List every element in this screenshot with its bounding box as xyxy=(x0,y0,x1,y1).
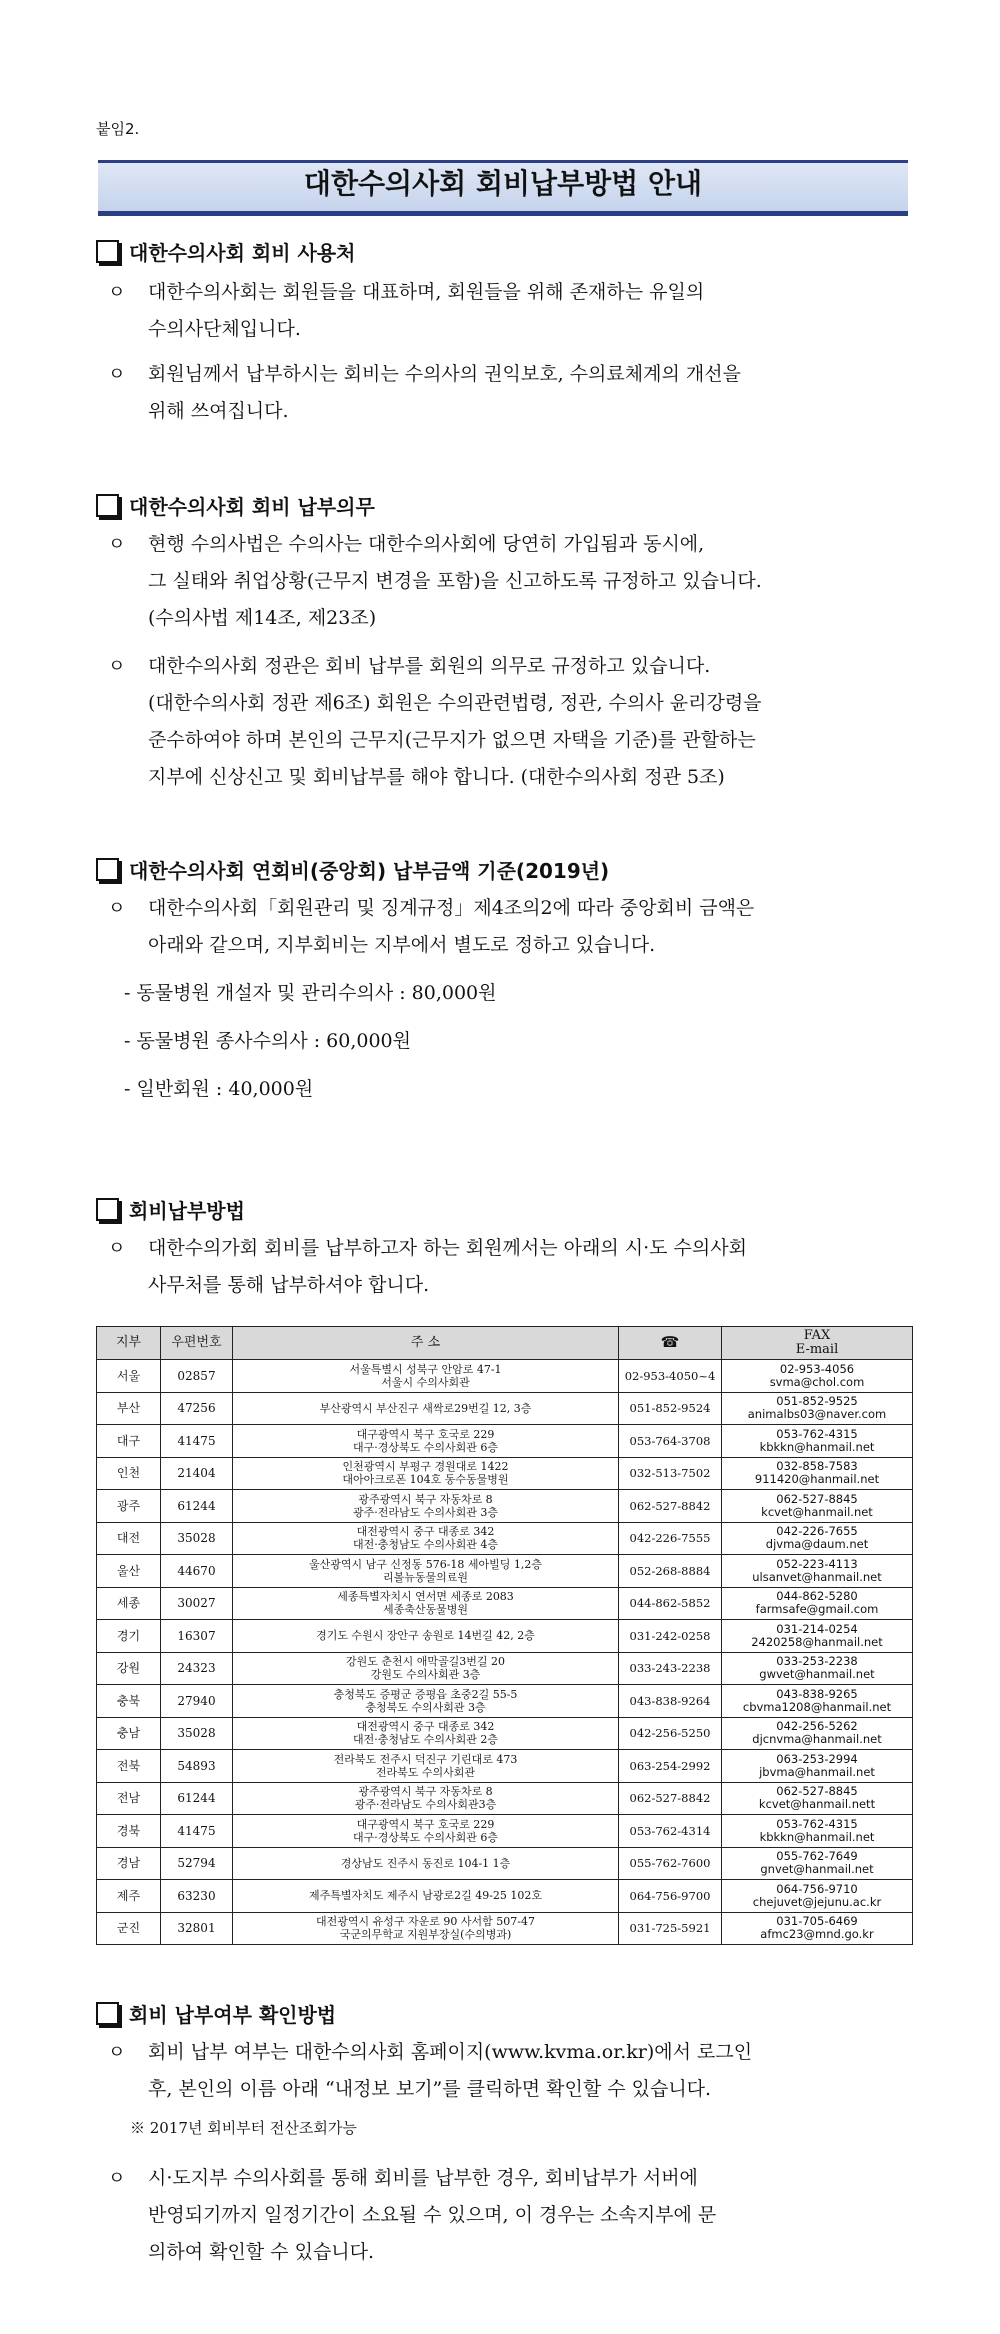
cell-branch: 전남 xyxy=(97,1782,161,1815)
branch-directory-table xyxy=(96,1326,913,1945)
duty-item-1 xyxy=(108,526,928,637)
cell-zip: 52794 xyxy=(161,1847,233,1880)
usage-item-2-line-2: 위해 쓰여집니다. xyxy=(148,400,289,422)
cell-fax-email: 062-527-8845 kcvet@hanmail.nett xyxy=(722,1782,913,1815)
cell-branch: 대전 xyxy=(97,1522,161,1555)
method-item-1 xyxy=(108,1230,928,1304)
cell-branch: 군진 xyxy=(97,1912,161,1945)
method-item-1-line-2: 사무처를 통해 납부하셔야 합니다. xyxy=(148,1274,430,1296)
cell-zip: 27940 xyxy=(161,1685,233,1718)
cell-phone: 042-226-7555 xyxy=(619,1522,722,1555)
table-row xyxy=(97,1717,913,1750)
cell-branch: 강원 xyxy=(97,1652,161,1685)
cell-branch: 대구 xyxy=(97,1425,161,1458)
cell-zip: 35028 xyxy=(161,1522,233,1555)
table-row xyxy=(97,1360,913,1393)
usage-item-2-line-1: 회원님께서 납부하시는 회비는 수의사의 권익보호, 수의료체계의 개선을 xyxy=(148,363,741,385)
fee-general: - 일반회원 : 40,000원 xyxy=(124,1078,314,1100)
duty-item-2-line-2: (대한수의사회 정관 제6조) 회원은 수의관련법령, 정관, 수의사 윤리강령을 xyxy=(148,692,762,714)
cell-address: 광주광역시 북구 자동차로 8 광주·전라남도 수의사회관 3층 xyxy=(233,1490,619,1523)
table-row xyxy=(97,1782,913,1815)
circle-bullet-icon: ㅇ xyxy=(108,898,126,919)
cell-address: 부산광역시 부산진구 새싹로29번길 12, 3층 xyxy=(233,1392,619,1425)
cell-fax-email: 053-762-4315 kbkkn@hanmail.net xyxy=(722,1815,913,1848)
check-item-1 xyxy=(108,2034,928,2108)
cell-phone: 031-725-5921 xyxy=(619,1912,722,1945)
cell-zip: 35028 xyxy=(161,1717,233,1750)
table-row xyxy=(97,1880,913,1913)
cell-address: 경상남도 진주시 동진로 104-1 1층 xyxy=(233,1847,619,1880)
circle-bullet-icon: ㅇ xyxy=(108,2042,126,2063)
cell-zip: 47256 xyxy=(161,1392,233,1425)
fee-employee: - 동물병원 종사수의사 : 60,000원 xyxy=(124,1030,412,1052)
cell-address: 대구광역시 북구 호국로 229 대구·경상북도 수의사회관 6층 xyxy=(233,1815,619,1848)
cell-phone: 031-242-0258 xyxy=(619,1620,722,1653)
usage-item-1-line-1: 대한수의사회는 회원들을 대표하며, 회원들을 위해 존재하는 유일의 xyxy=(148,281,705,303)
cell-phone: 044-862-5852 xyxy=(619,1587,722,1620)
section-heading-check: 회비 납부여부 확인방법 xyxy=(96,2000,336,2030)
cell-phone: 033-243-2238 xyxy=(619,1652,722,1685)
duty-item-2-line-4: 지부에 신상신고 및 회비납부를 해야 합니다. (대한수의사회 정관 5조) xyxy=(148,766,725,788)
cell-phone: 02-953-4050~4 xyxy=(619,1360,722,1393)
circle-bullet-icon: ㅇ xyxy=(108,2168,126,2189)
table-row xyxy=(97,1652,913,1685)
table-row xyxy=(97,1750,913,1783)
cell-phone: 053-764-3708 xyxy=(619,1425,722,1458)
cell-address: 대구광역시 북구 호국로 229 대구·경상북도 수의사회관 6층 xyxy=(233,1425,619,1458)
cell-fax-email: 064-756-9710 chejuvet@jejunu.ac.kr xyxy=(722,1880,913,1913)
checkbox-square-icon xyxy=(96,240,119,263)
cell-branch: 전북 xyxy=(97,1750,161,1783)
amount-item-1 xyxy=(108,890,928,964)
check-item-2 xyxy=(108,2160,928,2271)
cell-fax-email: 033-253-2238 gwvet@hanmail.net xyxy=(722,1652,913,1685)
cell-phone: 043-838-9264 xyxy=(619,1685,722,1718)
cell-fax-email: 063-253-2994 jbvma@hanmail.net xyxy=(722,1750,913,1783)
checkbox-square-icon xyxy=(96,1198,119,1221)
cell-zip: 44670 xyxy=(161,1555,233,1588)
table-row xyxy=(97,1490,913,1523)
cell-address: 서울특별시 성북구 안암로 47-1 서울시 수의사회관 xyxy=(233,1360,619,1393)
cell-fax-email: 031-214-0254 2420258@hanmail.net xyxy=(722,1620,913,1653)
header-phone xyxy=(619,1327,722,1360)
usage-item-1 xyxy=(108,274,928,348)
cell-address: 광주광역시 북구 자동차로 8 광주·전라남도 수의사회관3층 xyxy=(233,1782,619,1815)
table-row xyxy=(97,1847,913,1880)
header-address: 주 소 xyxy=(233,1327,619,1360)
cell-zip: 41475 xyxy=(161,1815,233,1848)
attachment-label: 붙임2. xyxy=(96,120,140,138)
cell-zip: 63230 xyxy=(161,1880,233,1913)
title-underline xyxy=(98,214,908,216)
cell-branch: 제주 xyxy=(97,1880,161,1913)
usage-item-1-line-2: 수의사단체입니다. xyxy=(148,318,301,340)
cell-fax-email: 02-953-4056 svma@chol.com xyxy=(722,1360,913,1393)
section-heading-amount: 대한수의사회 연회비(중앙회) 납부금액 기준(2019년) xyxy=(96,856,609,886)
method-item-1-line-1: 대한수의가회 회비를 납부하고자 하는 회원께서는 아래의 시·도 수의사회 xyxy=(148,1237,747,1259)
cell-branch: 충북 xyxy=(97,1685,161,1718)
cell-address: 충청북도 증평군 증평읍 초중2길 55-5 충청북도 수의사회관 3층 xyxy=(233,1685,619,1718)
cell-phone: 062-527-8842 xyxy=(619,1490,722,1523)
cell-zip: 54893 xyxy=(161,1750,233,1783)
checkbox-square-icon xyxy=(96,494,119,517)
table-row xyxy=(97,1685,913,1718)
cell-address: 강원도 춘천시 애막골길3번길 20 강원도 수의사회관 3층 xyxy=(233,1652,619,1685)
cell-phone: 063-254-2992 xyxy=(619,1750,722,1783)
cell-fax-email: 062-527-8845 kcvet@hanmail.net xyxy=(722,1490,913,1523)
check-note: ※ 2017년 회비부터 전산조회가능 xyxy=(130,2119,357,2137)
cell-branch: 인천 xyxy=(97,1457,161,1490)
cell-zip: 30027 xyxy=(161,1587,233,1620)
fee-owner: - 동물병원 개설자 및 관리수의사 : 80,000원 xyxy=(124,982,497,1004)
table-row xyxy=(97,1620,913,1653)
duty-item-1-line-2: 그 실태와 취업상황(근무지 변경을 포함)을 신고하도록 규정하고 있습니다. xyxy=(148,570,762,592)
cell-branch: 세종 xyxy=(97,1587,161,1620)
circle-bullet-icon: ㅇ xyxy=(108,1238,126,1259)
circle-bullet-icon: ㅇ xyxy=(108,282,126,303)
check-item-1-line-1: 회비 납부 여부는 대한수의사회 홈페이지(www.kvma.or.kr)에서 로그인 xyxy=(148,2041,753,2063)
cell-address: 대전광역시 중구 대종로 342 대전·충청남도 수의사회관 2층 xyxy=(233,1717,619,1750)
cell-zip: 32801 xyxy=(161,1912,233,1945)
check-item-2-line-3: 의하여 확인할 수 있습니다. xyxy=(148,2241,375,2263)
cell-fax-email: 055-762-7649 gnvet@hanmail.net xyxy=(722,1847,913,1880)
cell-zip: 02857 xyxy=(161,1360,233,1393)
cell-phone: 042-256-5250 xyxy=(619,1717,722,1750)
table-row xyxy=(97,1457,913,1490)
checkbox-square-icon xyxy=(96,858,119,881)
cell-address: 제주특별자치도 제주시 남광로2길 49-25 102호 xyxy=(233,1880,619,1913)
cell-zip: 24323 xyxy=(161,1652,233,1685)
cell-branch: 서울 xyxy=(97,1360,161,1393)
cell-phone: 051-852-9524 xyxy=(619,1392,722,1425)
usage-item-2 xyxy=(108,356,928,430)
cell-fax-email: 042-226-7655 djvma@daum.net xyxy=(722,1522,913,1555)
table-body xyxy=(97,1360,913,1945)
telephone-icon: ☎ xyxy=(660,1333,680,1351)
cell-branch: 경남 xyxy=(97,1847,161,1880)
cell-fax-email: 044-862-5280 farmsafe@gmail.com xyxy=(722,1587,913,1620)
table-row xyxy=(97,1425,913,1458)
check-item-2-line-2: 반영되기까지 일정기간이 소요될 수 있으며, 이 경우는 소속지부에 문 xyxy=(148,2204,717,2226)
checkbox-square-icon xyxy=(96,2002,119,2025)
cell-zip: 61244 xyxy=(161,1782,233,1815)
table-row xyxy=(97,1392,913,1425)
table-header-row xyxy=(97,1327,913,1360)
amount-item-1-line-1: 대한수의사회「회원관리 및 징계규정」제4조의2에 따라 중앙회비 금액은 xyxy=(148,897,755,919)
table-row xyxy=(97,1555,913,1588)
cell-fax-email: 052-223-4113 ulsanvet@hanmail.net xyxy=(722,1555,913,1588)
table-row xyxy=(97,1522,913,1555)
header-zip: 우편번호 xyxy=(161,1327,233,1360)
duty-item-2-line-1: 대한수의사회 정관은 회비 납부를 회원의 의무로 규정하고 있습니다. xyxy=(148,655,711,677)
circle-bullet-icon: ㅇ xyxy=(108,656,126,677)
cell-phone: 064-756-9700 xyxy=(619,1880,722,1913)
circle-bullet-icon: ㅇ xyxy=(108,364,126,385)
check-item-1-line-2: 후, 본인의 이름 아래 “내정보 보기”를 클릭하면 확인할 수 있습니다. xyxy=(148,2078,712,2100)
cell-address: 세종특별자치시 연서면 세종로 2083 세종축산동물병원 xyxy=(233,1587,619,1620)
amount-item-1-line-2: 아래와 같으며, 지부회비는 지부에서 별도로 정하고 있습니다. xyxy=(148,934,656,956)
cell-branch: 부산 xyxy=(97,1392,161,1425)
cell-phone: 032-513-7502 xyxy=(619,1457,722,1490)
cell-branch: 충남 xyxy=(97,1717,161,1750)
cell-zip: 16307 xyxy=(161,1620,233,1653)
cell-phone: 052-268-8884 xyxy=(619,1555,722,1588)
cell-fax-email: 051-852-9525 animalbs03@naver.com xyxy=(722,1392,913,1425)
cell-address: 경기도 수원시 장안구 송원로 14번길 42, 2층 xyxy=(233,1620,619,1653)
cell-zip: 21404 xyxy=(161,1457,233,1490)
header-branch: 지부 xyxy=(97,1327,161,1360)
cell-zip: 41475 xyxy=(161,1425,233,1458)
cell-phone: 062-527-8842 xyxy=(619,1782,722,1815)
cell-fax-email: 032-858-7583 911420@hanmail.net xyxy=(722,1457,913,1490)
cell-phone: 053-762-4314 xyxy=(619,1815,722,1848)
cell-address: 울산광역시 남구 신정동 576-18 세아빌딩 1,2층 리볼뉴동물의료원 xyxy=(233,1555,619,1588)
duty-item-1-line-3: (수의사법 제14조, 제23조) xyxy=(148,607,377,629)
table-row xyxy=(97,1587,913,1620)
header-fax-email: FAX E-mail xyxy=(722,1327,913,1360)
cell-fax-email: 042-256-5262 djcnvma@hanmail.net xyxy=(722,1717,913,1750)
title-banner xyxy=(98,160,908,218)
circle-bullet-icon: ㅇ xyxy=(108,534,126,555)
cell-branch: 광주 xyxy=(97,1490,161,1523)
cell-fax-email: 053-762-4315 kbkkn@hanmail.net xyxy=(722,1425,913,1458)
cell-branch: 경북 xyxy=(97,1815,161,1848)
cell-fax-email: 031-705-6469 afmc23@mnd.go.kr xyxy=(722,1912,913,1945)
section-heading-method: 회비납부방법 xyxy=(96,1196,245,1226)
cell-zip: 61244 xyxy=(161,1490,233,1523)
cell-address: 대전광역시 중구 대종로 342 대전·충청남도 수의사회관 4층 xyxy=(233,1522,619,1555)
cell-branch: 경기 xyxy=(97,1620,161,1653)
section-heading-duty: 대한수의사회 회비 납부의무 xyxy=(96,492,375,522)
cell-fax-email: 043-838-9265 cbvma1208@hanmail.net xyxy=(722,1685,913,1718)
cell-phone: 055-762-7600 xyxy=(619,1847,722,1880)
cell-address: 전라북도 전주시 덕진구 기린대로 473 전라북도 수의사회관 xyxy=(233,1750,619,1783)
cell-address: 인천광역시 부평구 경원대로 1422 대아아크로폰 104호 동수동물병원 xyxy=(233,1457,619,1490)
table-row xyxy=(97,1912,913,1945)
check-item-2-line-1: 시·도지부 수의사회를 통해 회비를 납부한 경우, 회비납부가 서버에 xyxy=(148,2167,698,2189)
cell-branch: 울산 xyxy=(97,1555,161,1588)
table-row xyxy=(97,1815,913,1848)
cell-address: 대전광역시 유성구 자운로 90 사서함 507-47 국군의무학교 지원부장실(수의병과) xyxy=(233,1912,619,1945)
page-title: 대한수의사회 회비납부방법 안내 xyxy=(303,167,703,200)
duty-item-1-line-1: 현행 수의사법은 수의사는 대한수의사회에 당연히 가입됨과 동시에, xyxy=(148,533,705,555)
section-heading-usage: 대한수의사회 회비 사용처 xyxy=(96,238,355,268)
duty-item-2 xyxy=(108,648,928,796)
duty-item-2-line-3: 준수하여야 하며 본인의 근무지(근무지가 없으면 자택을 기준)를 관할하는 xyxy=(148,729,756,751)
